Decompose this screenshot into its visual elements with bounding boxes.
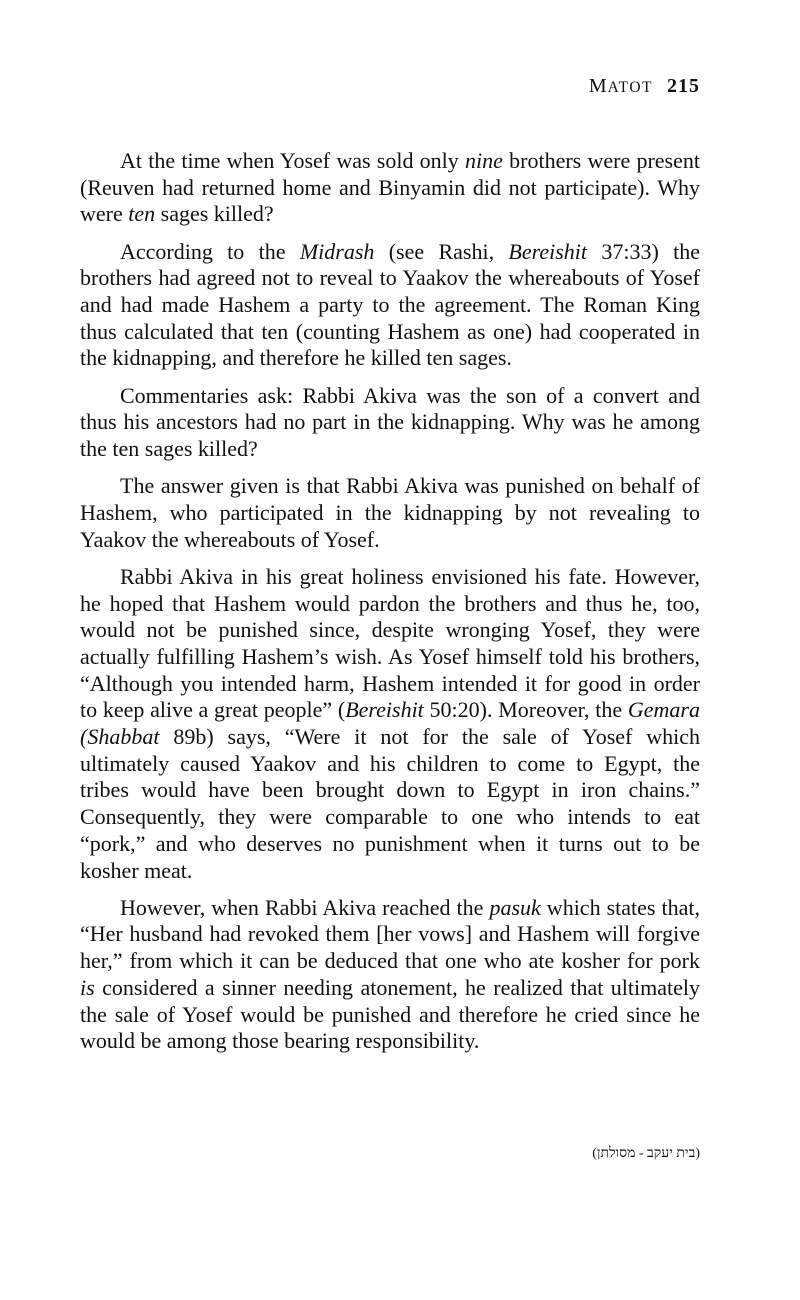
text-run: 50:20). Moreover, the xyxy=(423,697,628,723)
text-run: At the time when Yosef was sold only xyxy=(120,148,466,173)
text-run: considered a sinner needing atonement, he realized that ultimately the sale of Yosef would be punished and therefore he cried since he would be among those bearing responsibility. xyxy=(80,974,700,1054)
text-run: The answer given is that Rabbi Akiva was punished on behalf of Hashem, who participated in the kidnapping by not revealing to Yaakov the whereabouts of Yosef. xyxy=(80,473,700,552)
body-text xyxy=(80,148,700,1066)
paragraph-3 xyxy=(80,383,700,463)
source-citation-text: (בית יעקב - מסולתן) xyxy=(592,1146,700,1161)
paragraph-1 xyxy=(80,148,700,228)
italic-run: Bereishit xyxy=(508,238,588,264)
text-run: According to the xyxy=(120,238,300,264)
text-run: However, when Rabbi Akiva reached the xyxy=(120,894,490,920)
text-run: sages killed? xyxy=(155,201,274,227)
paragraph-6 xyxy=(80,895,700,1055)
text-run: which states that, “Her husband had revoked them [her vows] and Hashem will forgive her,” from which it can be deduced that one who ate kosher for pork xyxy=(80,894,701,974)
italic-run: pasuk xyxy=(489,894,541,920)
section-title-rest: ATOT xyxy=(607,79,653,96)
text-run: 89b) says, “Were it not for the sale of Yosef which ultimately caused Yaakov and his children to come to Egypt, the tribes would have been brought down to Egypt in iron chains.” Consequently, they were comparable to one who intends to eat “pork,” and who deserves no punishment when it turns out to be kosher meat. xyxy=(80,724,700,883)
page-number: 215 xyxy=(667,75,700,97)
italic-run: nine xyxy=(465,148,503,173)
paragraph-5 xyxy=(80,564,700,884)
italic-run: is xyxy=(80,974,95,1000)
text-run: (see Rashi, xyxy=(374,238,509,264)
italic-run: Bereishit xyxy=(345,697,424,723)
paragraph-4 xyxy=(80,473,700,553)
section-title-initial: M xyxy=(588,75,608,97)
paragraph-2 xyxy=(80,239,700,373)
text-run: Commentaries ask: Rabbi Akiva was the son of a convert and thus his ancestors had no part in the kidnapping. Why was he among the ten sages killed? xyxy=(80,382,700,462)
source-citation xyxy=(0,1146,700,1162)
text-run: Rabbi Akiva in his great holiness envisioned his fate. However, he hoped that Hashem would pardon the brothers and thus he, too, would not be punished since, despite wronging Yosef, they were actually fulfilling Hashem’s wish. As Yosef himself told his brothers, “Although you intended harm, Hashem intended it for good in order to keep alive a great people” ( xyxy=(80,563,700,723)
text-run: 37:33) the brothers had agreed not to reveal to Yaakov the whereabouts of Yosef and had made Hashem a party to the agreement. The Roman King thus calculated that ten (counting Hashem as one) had cooperated in the kidnapping, and therefore he killed ten sages. xyxy=(80,238,700,371)
italic-run: ten xyxy=(128,201,156,227)
text-run: brothers were present (Reuven had returned home and Binyamin did not participate). Why were xyxy=(80,148,700,227)
italic-run: Midrash xyxy=(299,238,375,264)
italic-run: Gemara (Shabbat xyxy=(80,697,700,750)
running-header xyxy=(589,75,700,98)
